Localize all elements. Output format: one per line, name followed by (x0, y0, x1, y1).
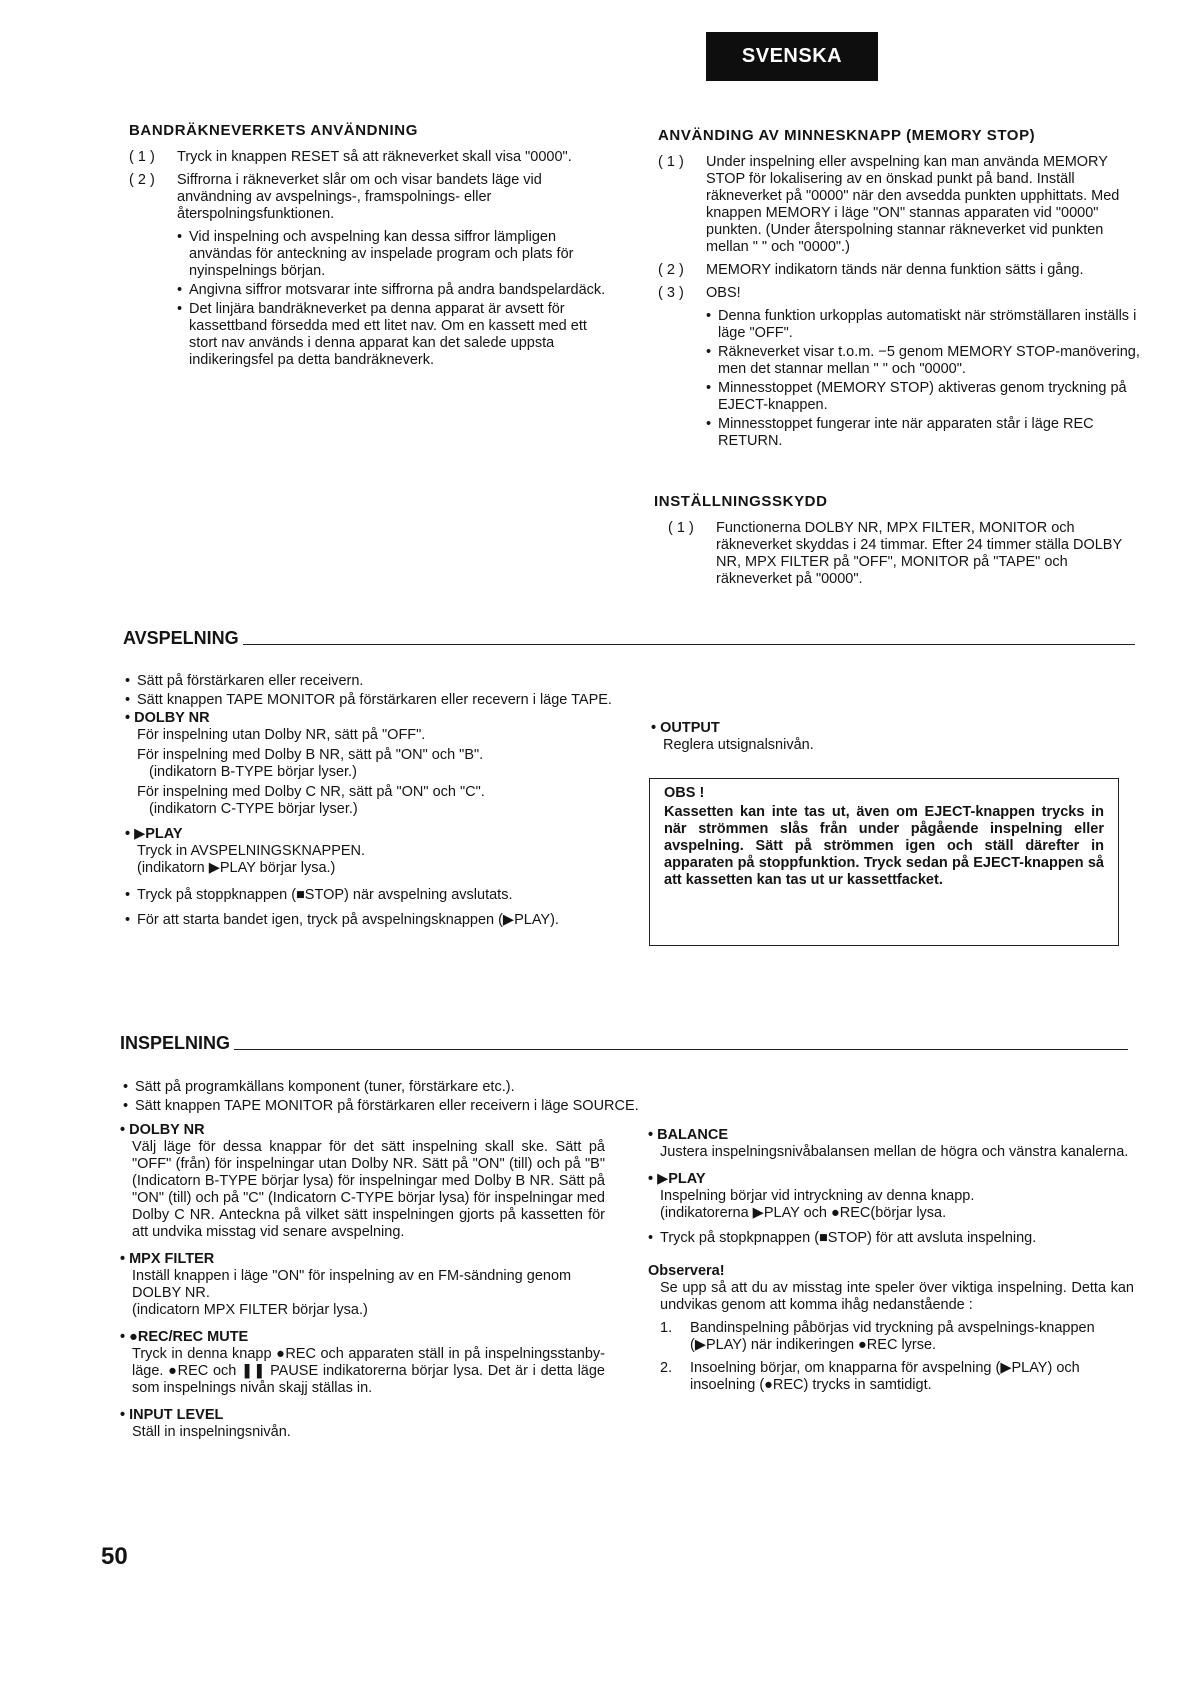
settings-protection-title: INSTÄLLNINGSSKYDD (654, 493, 828, 510)
numbered-item: 1. Bandinspelning påbörjas vid tryckning på avspelnings-knappen (▶PLAY) när indikeringen ●REC lyrse. (660, 1320, 1095, 1353)
numbered-item: ( 1 ) Tryck in knappen RESET så att räkneverket skall visa "0000". (129, 149, 572, 165)
numbered-item: ( 3 ) OBS! (658, 285, 741, 301)
counter-usage-title: BANDRÄKNEVERKETS ANVÄNDNING (129, 122, 418, 139)
settings-protection-section (654, 493, 1142, 594)
recording-left-column: • DOLBY NR Välj läge för dessa knappar för det sätt inspelning skall ske. Sätt på "OFF" (från) för inspelningar utan Dolby NR. Sätt på "ON" (till) och på "B" (Indicatorn B-TYPE börjar lysa) för inspelningar med Dolby B NR. Sätt på "ON" (till) och på "C" (Indicatorn C-TYPE börjar lysa) för inspelningar med Dolby C NR. Anteckna på vilket sätt inspelningen gjorts på kassetten för att undvika misstag vid senare avspelning. • MPX FILTER Inställ knappen i läge "ON" för inspelning av en FM-sändning genom DOLBY NR. (indicatorn MPX FILTER börjar lysa.) • ●REC/REC MUTE Tryck in denna knapp ●REC och apparaten ställ in på inspelningsstanby-läge. ●REC och ❚❚ PAUSE indikatorerna börjar lysa. Det är i detta läge som inspelnings nivån skajj ställas in. • INPUT LEVEL Ställ in inspelningsnivån. (120, 1122, 605, 1440)
obs-text: Kassetten kan inte tas ut, även om EJECT-knappen trycks in när strömmen slås från under pågående inspelning eller avspelning. Sätt på strömmen igen och ställ därefter in apparaten på stoppfunktion. Tryck sedan på EJECT-knappen så att kassetten kan tas ut ur kassettfacket. (664, 804, 1104, 888)
bullet-item: • Minnesstoppet (MEMORY STOP) aktiveras genom tryckning på EJECT-knappen. (706, 380, 1127, 413)
memory-stop-section (658, 127, 1142, 452)
recording-right-column: • BALANCE Justera inspelningsnivåbalansen mellan de högra och vänstra kanalerna. • ▶PLAY Inspelning börjar vid intryckning av denna knapp. (indikatorerna ▶PLAY och ●REC(börjar lysa. • Tryck på stopkpnappen (■STOP) för att avsluta inspelning. Observera! Se upp så att du av misstag inte speler över viktiga inspelning. Detta kan undvikas genom att komma ihåg nedanstående : 1. Bandinspelning påbörjas vid tryckning på avspelnings-knappen (▶PLAY) när indikeringen ●REC lyrse. 2. Insoelning börjar, om knapparna för avspelning (▶PLAY) och insoelning (●REC) trycks in samtidigt. (648, 1127, 1134, 1393)
memory-stop-title: ANVÄNDING AV MINNESKNAPP (MEMORY STOP) (658, 127, 1036, 144)
numbered-item: ( 1 ) Functionerna DOLBY NR, MPX FILTER, MONITOR och räkneverket skyddas i 24 timmar. Efter 24 timmer ställa DOLBY NR, MPX FILTER på "OFF", MONITOR på "TAPE" och räkneverket på "0000". (668, 520, 1122, 587)
bullet-item: • Denna funktion urkopplas automatiskt när strömställaren inställs i läge "OFF". (706, 308, 1137, 341)
numbered-item: ( 2 ) MEMORY indikatorn tänds när denna funktion sätts i gång. (658, 262, 1084, 278)
page-number: 50 (101, 1543, 128, 1570)
numbered-item: 2. Insoelning börjar, om knapparna för avspelning (▶PLAY) och insoelning (●REC) trycks in samtidigt. (660, 1360, 1080, 1393)
recording-heading: INSPELNING (120, 1035, 1128, 1052)
language-badge: SVENSKA (706, 32, 878, 81)
bullet-item: • Räkneverket visar t.o.m. −5 genom MEMORY STOP-manövering, men det stannar mellan " " och "0000". (706, 344, 1140, 377)
numbered-item: ( 2 ) Siffrorna i räkneverket slår om och visar bandets läge vid användning av avspelnings-, framspolnings- eller återspolningsfunktionen. (129, 172, 542, 222)
obs-title: OBS ! (664, 785, 705, 801)
bullet-item: • Det linjära bandräkneverket pa denna apparat är avsett för kassettband försedda med ett litet nav. Om en kassett med ett stort nav används i denna apparat kan det salede uppsta indikeringsfel pa detta bandräkneverk. (177, 301, 587, 368)
playback-left-column: • DOLBY NR För inspelning utan Dolby NR, sätt på "OFF". För inspelning med Dolby B NR, sätt på "ON" och "B". (indikatorn B-TYPE börjar lyser.) För inspelning med Dolby C NR, sätt på "ON" och "C". (indikatorn C-TYPE börjar lyser.) • ▶PLAY Tryck in AVSPELNINGSKNAPPEN. (indikatorn ▶PLAY börjar lysa.) • Tryck på stoppknappen (■STOP) när avspelning avslutats. • För att starta bandet igen, tryck på avspelningsknappen (▶PLAY). (125, 710, 559, 928)
playback-heading: AVSPELNING (123, 630, 1135, 647)
bullet-item: • Vid inspelning och avspelning kan dessa siffror lämpligen användas för anteckning av inspelade program och plats för nyinspelnings början. (177, 229, 574, 279)
output-block: • OUTPUT Reglera utsignalsnivån. (651, 720, 814, 753)
bullet-item: • Angivna siffror motsvarar inte siffrorna på andra bandspelardäck. (177, 282, 606, 298)
observera-title: Observera! (648, 1263, 725, 1279)
playback-intro: • Sätt på förstärkaren eller receivern. • Sätt knappen TAPE MONITOR på förstärkaren eller recevern i läge TAPE. (125, 673, 612, 708)
recording-intro: • Sätt på programkällans komponent (tuner, förstärkare etc.). • Sätt knappen TAPE MONITOR på förstärkaren eller receivern i läge SOURCE. (123, 1079, 639, 1114)
obs-notice-box (649, 778, 1119, 946)
numbered-item: ( 1 ) Under inspelning eller avspelning kan man använda MEMORY STOP för lokalisering av en önskad punkt på band. Inställ räkneverket på "0000" när den avsedda punkten upphittats. Med knappen MEMORY i läge "ON" stannas apparaten vid "0000" punkten. (Under återspolning stannar räkneverket vid punkten mellan " " och "0000".) (658, 154, 1120, 255)
counter-usage-section (129, 122, 615, 371)
bullet-item: • Minnesstoppet fungerar inte när apparaten står i läge REC RETURN. (706, 416, 1094, 449)
